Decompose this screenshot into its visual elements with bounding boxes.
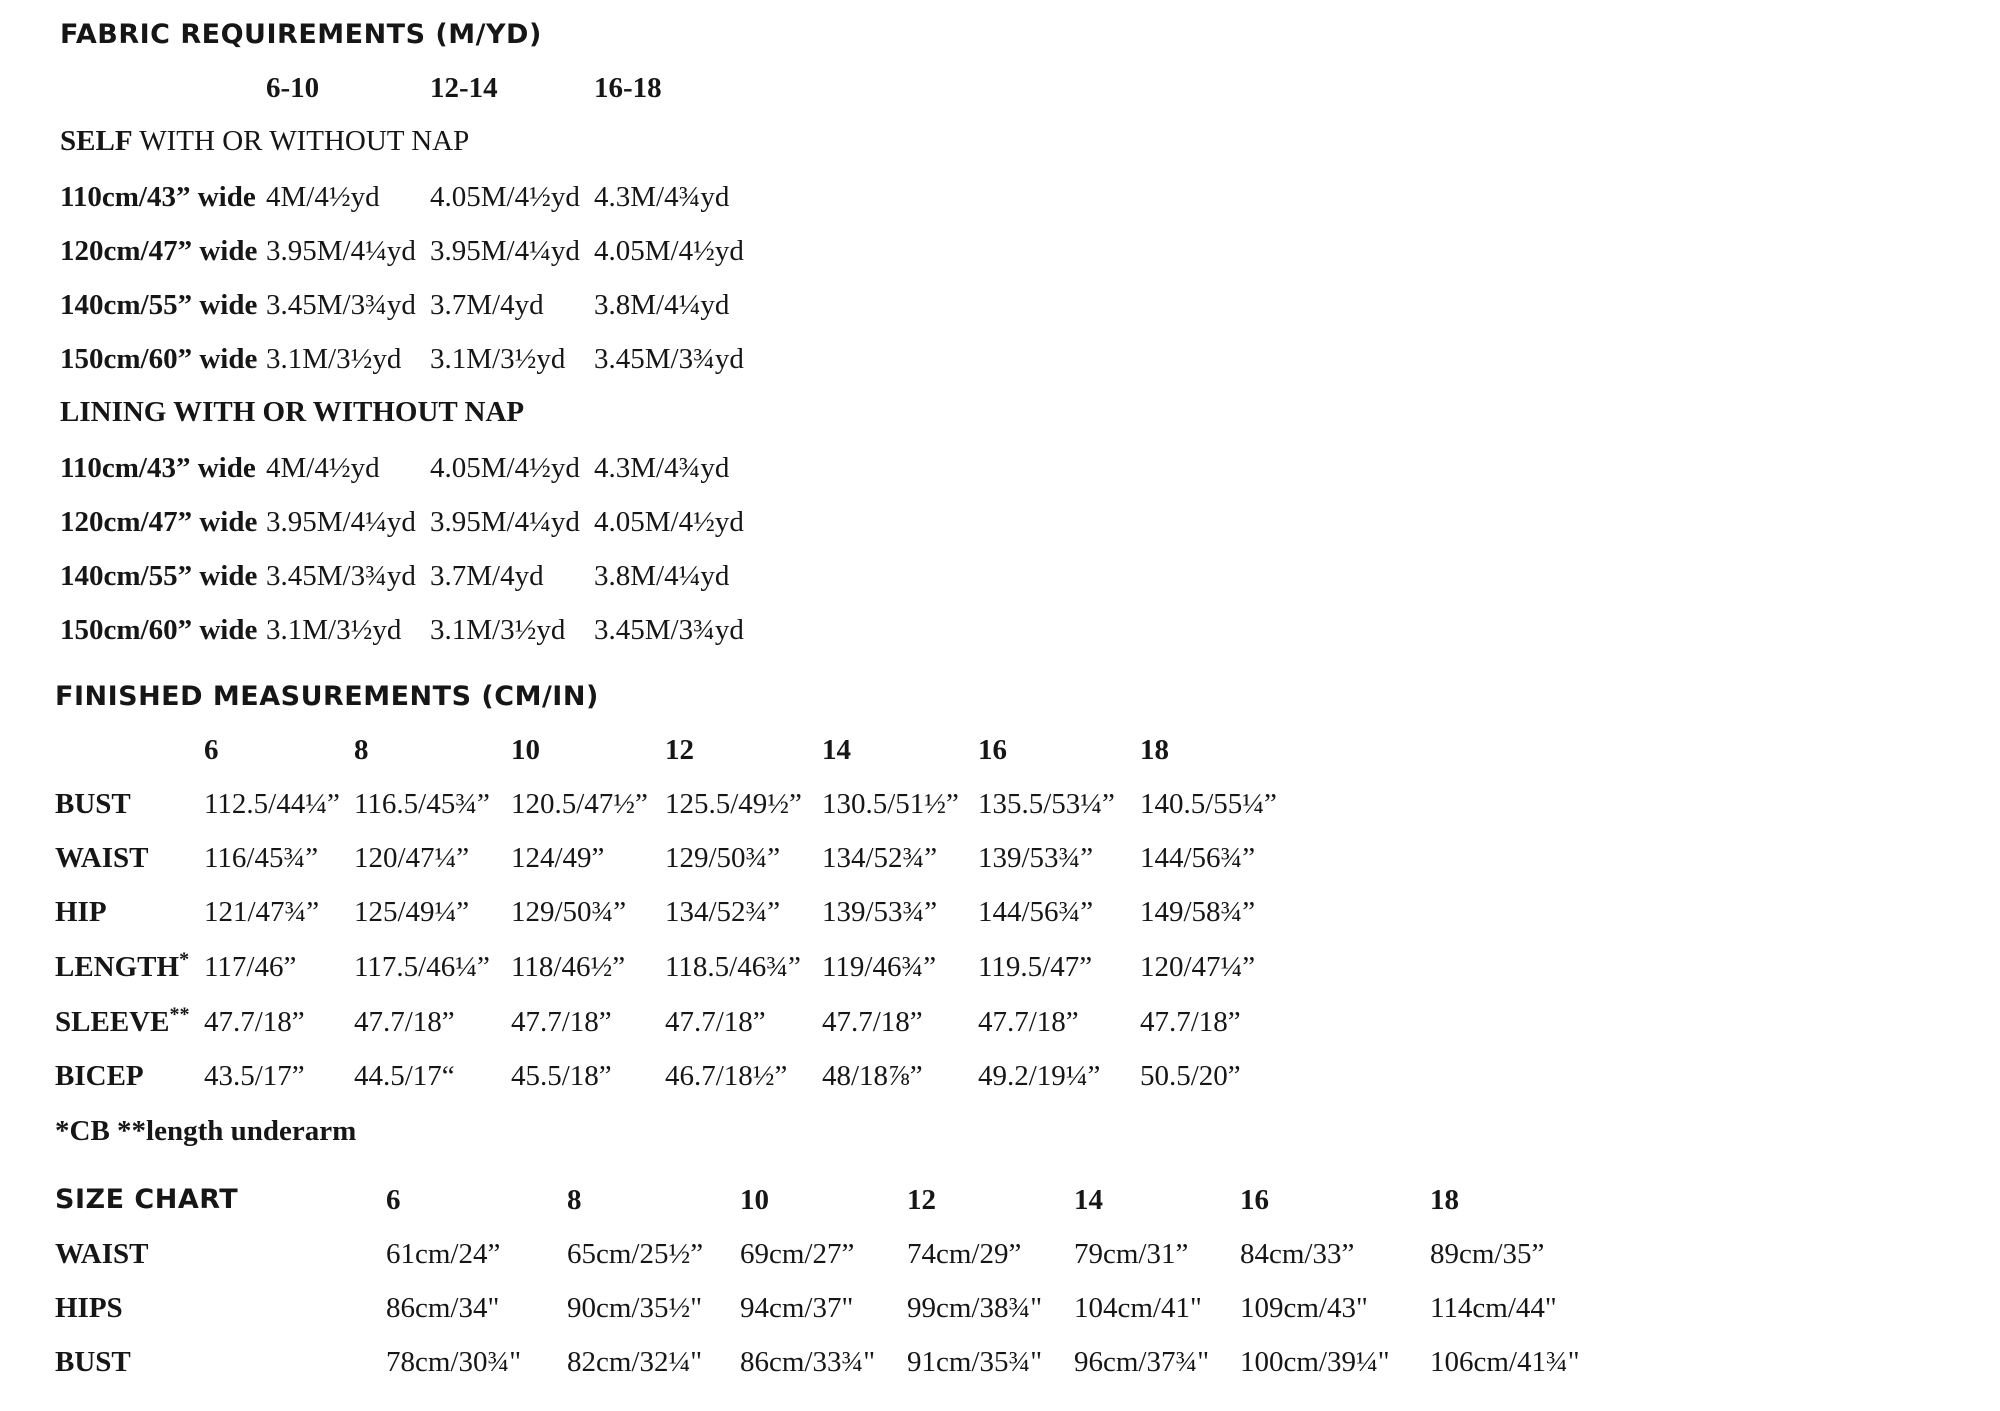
size-chart-size-header: 8 <box>567 1184 582 1216</box>
self-fabric-heading <box>60 127 469 156</box>
size-chart-label: WAIST <box>55 1238 149 1270</box>
fabric-cell: 3.95M/4¼yd <box>266 235 416 267</box>
size-chart-cell: 86cm/34" <box>386 1292 500 1324</box>
size-chart-size-header: 10 <box>740 1184 769 1216</box>
measurement-cell: 144/56¾” <box>1140 842 1256 874</box>
fabric-cell: 3.45M/3¾yd <box>594 614 744 646</box>
footnote-marker: * <box>179 948 190 971</box>
fabric-cell: 3.1M/3½yd <box>266 614 402 646</box>
measurement-cell: 130.5/51½” <box>822 788 959 820</box>
measurement-label: HIP <box>55 896 107 928</box>
fabric-width-label: 140cm/55” wide <box>60 560 258 592</box>
measurement-cell: 47.7/18” <box>511 1006 612 1038</box>
measurement-cell: 48/18⅞” <box>822 1060 923 1092</box>
fabric-width-label: 120cm/47” wide <box>60 235 258 267</box>
finished-footnote: *CB **length underarm <box>55 1115 357 1147</box>
measurement-cell: 50.5/20” <box>1140 1060 1241 1092</box>
measurement-cell: 135.5/53¼” <box>978 788 1115 820</box>
size-chart-cell: 89cm/35” <box>1430 1238 1545 1270</box>
size-chart-cell: 74cm/29” <box>907 1238 1022 1270</box>
size-chart-size-header: 6 <box>386 1184 401 1216</box>
measurement-cell: 120.5/47½” <box>511 788 648 820</box>
fabric-cell: 4.3M/4¾yd <box>594 452 730 484</box>
finished-size-header: 18 <box>1140 734 1169 766</box>
measurement-cell: 140.5/55¼” <box>1140 788 1277 820</box>
size-chart-cell: 84cm/33” <box>1240 1238 1355 1270</box>
measurement-cell: 129/50¾” <box>511 896 627 928</box>
measurement-cell: 47.7/18” <box>665 1006 766 1038</box>
measurement-cell: 139/53¾” <box>822 896 938 928</box>
finished-size-header: 16 <box>978 734 1007 766</box>
measurement-cell: 121/47¾” <box>204 896 320 928</box>
finished-size-header: 10 <box>511 734 540 766</box>
measurement-cell: 125.5/49½” <box>665 788 802 820</box>
size-chart-cell: 114cm/44" <box>1430 1292 1557 1324</box>
measurement-label <box>55 1003 190 1038</box>
measurement-cell: 117/46” <box>204 951 297 983</box>
fabric-cell: 4.05M/4½yd <box>594 506 744 538</box>
self-heading-rest: WITH OR WITHOUT NAP <box>132 125 470 157</box>
size-chart-title: SIZE CHART <box>55 1184 239 1215</box>
fabric-cell: 3.7M/4yd <box>430 560 544 592</box>
measurement-cell: 118/46½” <box>511 951 626 983</box>
finished-size-header: 6 <box>204 734 219 766</box>
size-chart-cell: 106cm/41¾" <box>1430 1346 1580 1378</box>
fabric-width-label: 110cm/43” wide <box>60 181 256 213</box>
finished-measurements-title: FINISHED MEASUREMENTS (CM/IN) <box>55 681 599 712</box>
finished-size-header: 8 <box>354 734 369 766</box>
size-chart-size-header: 18 <box>1430 1184 1459 1216</box>
size-chart-size-header: 12 <box>907 1184 936 1216</box>
measurement-cell: 46.7/18½” <box>665 1060 788 1092</box>
fabric-cell: 3.1M/3½yd <box>430 343 566 375</box>
measurement-cell: 125/49¼” <box>354 896 470 928</box>
size-chart-cell: 99cm/38¾" <box>907 1292 1043 1324</box>
measurement-label: BUST <box>55 788 131 820</box>
measurement-cell: 116.5/45¾” <box>354 788 490 820</box>
fabric-cell: 3.1M/3½yd <box>430 614 566 646</box>
size-chart-cell: 109cm/43" <box>1240 1292 1368 1324</box>
measurement-cell: 124/49” <box>511 842 605 874</box>
measurement-cell: 118.5/46¾” <box>665 951 801 983</box>
measurement-cell: 134/52¾” <box>665 896 781 928</box>
finished-size-header: 12 <box>665 734 694 766</box>
measurement-cell: 144/56¾” <box>978 896 1094 928</box>
size-chart-label: HIPS <box>55 1292 123 1324</box>
measurement-cell: 139/53¾” <box>978 842 1094 874</box>
size-chart-cell: 79cm/31” <box>1074 1238 1189 1270</box>
size-chart-cell: 61cm/24” <box>386 1238 501 1270</box>
measurement-cell: 44.5/17“ <box>354 1060 455 1092</box>
footnote-marker: ** <box>169 1003 190 1026</box>
fabric-cell: 3.7M/4yd <box>430 289 544 321</box>
fabric-width-label: 110cm/43” wide <box>60 452 256 484</box>
measurement-cell: 117.5/46¼” <box>354 951 490 983</box>
size-chart-cell: 104cm/41" <box>1074 1292 1202 1324</box>
size-chart-cell: 100cm/39¼" <box>1240 1346 1390 1378</box>
fabric-size-header: 6-10 <box>266 72 320 104</box>
size-chart-size-header: 16 <box>1240 1184 1269 1216</box>
self-heading-bold: SELF <box>60 125 133 157</box>
measurement-cell: 47.7/18” <box>1140 1006 1241 1038</box>
fabric-width-label: 150cm/60” wide <box>60 614 258 646</box>
size-chart-cell: 90cm/35½" <box>567 1292 703 1324</box>
measurement-cell: 149/58¾” <box>1140 896 1256 928</box>
fabric-cell: 3.95M/4¼yd <box>430 506 580 538</box>
size-chart-label: BUST <box>55 1346 131 1378</box>
measurement-cell: 47.7/18” <box>204 1006 305 1038</box>
measurement-cell: 116/45¾” <box>204 842 319 874</box>
size-chart-cell: 69cm/27” <box>740 1238 855 1270</box>
fabric-size-header: 12-14 <box>430 72 498 104</box>
finished-size-header: 14 <box>822 734 851 766</box>
measurement-cell: 47.7/18” <box>822 1006 923 1038</box>
fabric-cell: 3.1M/3½yd <box>266 343 402 375</box>
measurement-label-text: SLEEVE <box>55 1006 170 1038</box>
fabric-cell: 4.05M/4½yd <box>430 452 580 484</box>
fabric-cell: 3.95M/4¼yd <box>266 506 416 538</box>
size-chart-size-header: 14 <box>1074 1184 1103 1216</box>
measurement-label: BICEP <box>55 1060 144 1092</box>
size-chart-cell: 91cm/35¾" <box>907 1346 1043 1378</box>
fabric-cell: 4M/4½yd <box>266 181 380 213</box>
measurement-cell: 119.5/47” <box>978 951 1093 983</box>
fabric-requirements-title: FABRIC REQUIREMENTS (M/YD) <box>60 19 542 50</box>
measurement-cell: 134/52¾” <box>822 842 938 874</box>
fabric-size-header: 16-18 <box>594 72 662 104</box>
fabric-cell: 4.3M/4¾yd <box>594 181 730 213</box>
fabric-cell: 4.05M/4½yd <box>594 235 744 267</box>
measurement-label-text: LENGTH <box>55 951 180 983</box>
fabric-cell: 3.8M/4¼yd <box>594 289 730 321</box>
measurement-cell: 43.5/17” <box>204 1060 305 1092</box>
size-chart-cell: 96cm/37¾" <box>1074 1346 1210 1378</box>
size-chart-cell: 86cm/33¾" <box>740 1346 876 1378</box>
measurement-label <box>55 948 190 983</box>
size-chart-cell: 82cm/32¼" <box>567 1346 703 1378</box>
measurement-cell: 47.7/18” <box>978 1006 1079 1038</box>
lining-fabric-heading: LINING WITH OR WITHOUT NAP <box>60 396 525 428</box>
size-chart-cell: 78cm/30¾" <box>386 1346 522 1378</box>
measurement-cell: 45.5/18” <box>511 1060 612 1092</box>
measurement-cell: 120/47¼” <box>1140 951 1256 983</box>
measurement-cell: 120/47¼” <box>354 842 470 874</box>
fabric-cell: 4M/4½yd <box>266 452 380 484</box>
fabric-cell: 3.45M/3¾yd <box>266 289 416 321</box>
measurement-cell: 47.7/18” <box>354 1006 455 1038</box>
fabric-cell: 3.95M/4¼yd <box>430 235 580 267</box>
measurement-label: WAIST <box>55 842 149 874</box>
fabric-cell: 3.45M/3¾yd <box>594 343 744 375</box>
size-chart-cell: 65cm/25½” <box>567 1238 704 1270</box>
measurement-cell: 129/50¾” <box>665 842 781 874</box>
fabric-cell: 3.45M/3¾yd <box>266 560 416 592</box>
measurement-cell: 49.2/19¼” <box>978 1060 1101 1092</box>
fabric-width-label: 120cm/47” wide <box>60 506 258 538</box>
fabric-width-label: 150cm/60” wide <box>60 343 258 375</box>
measurement-cell: 119/46¾” <box>822 951 937 983</box>
measurement-cell: 112.5/44¼” <box>204 788 340 820</box>
fabric-width-label: 140cm/55” wide <box>60 289 258 321</box>
size-chart-cell: 94cm/37" <box>740 1292 854 1324</box>
fabric-cell: 3.8M/4¼yd <box>594 560 730 592</box>
fabric-cell: 4.05M/4½yd <box>430 181 580 213</box>
